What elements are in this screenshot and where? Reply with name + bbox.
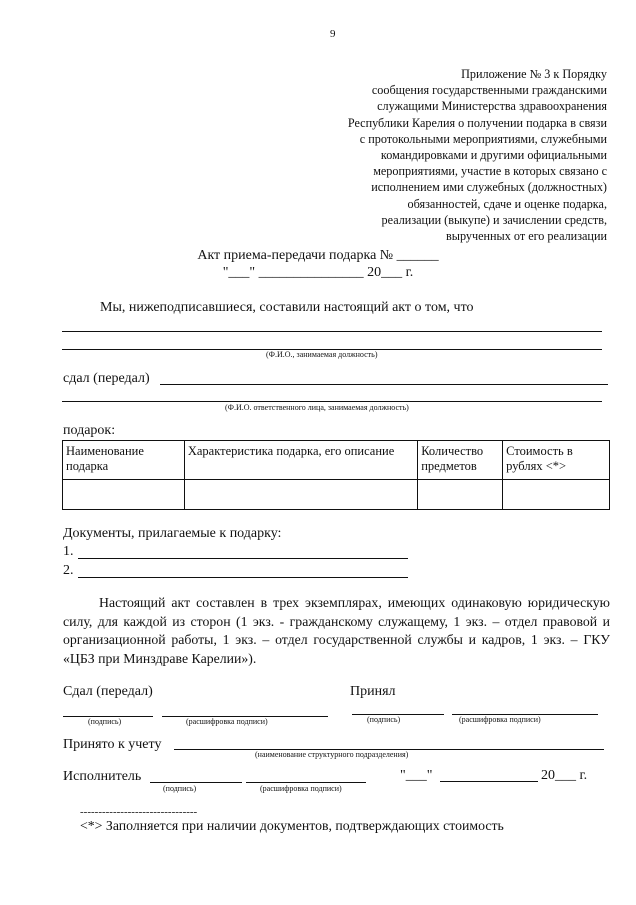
fill-line-document-1[interactable] (78, 558, 408, 559)
appendix-line: Приложение № 3 к Порядку (461, 67, 607, 81)
fill-line-date-month[interactable] (440, 781, 538, 782)
appendix-line: мероприятиями, участие в которых связано с (373, 164, 607, 179)
appendix-line: исполнением ими служебных (должностных) (371, 180, 607, 195)
fill-line-document-2[interactable] (78, 577, 408, 578)
documents-label: Документы, прилагаемые к подарку: (63, 526, 282, 541)
intro-text: Мы, нижеподписавшиеся, составили настоящий акт о том, что (100, 300, 474, 315)
caption-fio-position: (Ф.И.О., занимаемая должность) (266, 350, 378, 359)
appendix-line: вырученных от его реализации (446, 229, 607, 244)
appendix-line: сообщения государственными гражданскими (371, 83, 607, 98)
act-date: "___" _______________ 20___ г. (222, 265, 414, 280)
document-item-number: 1. (63, 544, 74, 559)
footnote-separator: -------------------------------- (80, 806, 198, 818)
date-year: 20___ г. (541, 768, 588, 783)
fill-line-executor-decoding[interactable] (246, 782, 366, 783)
accounted-label: Принято к учету (63, 737, 162, 752)
fill-line-handed[interactable] (160, 384, 608, 385)
table-header-cell: Характеристика подарка, его описание (184, 441, 417, 480)
appendix-header (307, 66, 607, 244)
page-number: 9 (330, 28, 336, 40)
table-row (63, 480, 610, 510)
appendix-line: Республики Карелия о получении подарка в связи (347, 115, 607, 130)
executor-label: Исполнитель (63, 769, 142, 784)
fill-line-participants-1[interactable] (62, 331, 602, 332)
caption-signature-decoding: (расшифровка подписи) (260, 784, 342, 793)
caption-signature: (подпись) (88, 717, 122, 726)
table-header-cell: Наименование подарка (63, 441, 185, 480)
appendix-line: с протокольными мероприятиями, служебными (359, 131, 607, 146)
fill-line-handed-2[interactable] (62, 401, 602, 402)
accepted-signature-label: Принял (350, 684, 396, 699)
handed-label: сдал (передал) (63, 371, 150, 386)
gift-label: подарок: (63, 423, 116, 438)
caption-signature: (подпись) (367, 715, 401, 724)
table-header-cell: Стоимость в рублях <*> (503, 441, 610, 480)
fill-line-executor-signature[interactable] (150, 782, 242, 783)
act-title: Акт приема-передачи подарка № ______ (197, 248, 439, 263)
appendix-line: командировками и другими официальными (380, 148, 607, 163)
table-cell[interactable] (418, 480, 503, 510)
table-cell[interactable] (184, 480, 417, 510)
caption-unit-name: (наименование структурного подразделения) (255, 750, 409, 759)
caption-signature: (подпись) (163, 784, 197, 793)
gift-table (62, 440, 610, 510)
document-item-number: 2. (63, 563, 74, 578)
handed-signature-label: Сдал (передал) (63, 684, 153, 699)
table-cell[interactable] (503, 480, 610, 510)
footnote-text: <*> Заполняется при наличии документов, подтверждающих стоимость (80, 818, 504, 833)
date-day: "___" (400, 768, 433, 783)
appendix-line: реализации (выкупе) и зачислении средств, (381, 212, 607, 227)
copies-paragraph: Настоящий акт составлен в трех экземплярах, имеющих одинаковую юридическую силу, для каждой из сторон (1 экз. - гражданскому служащему, 1 экз. – отдел правовой и организационной работы, 1 экз. – отдел государственной службы и кадров, 1 экз. – ГКУ «ЦБЗ при Минздраве Карелии»). (63, 595, 610, 666)
table-header-row (63, 441, 610, 480)
caption-signature-decoding: (расшифровка подписи) (459, 715, 541, 724)
appendix-line: обязанностей, сдаче и оценке подарка, (407, 196, 607, 211)
caption-fio-responsible: (Ф.И.О. ответственного лица, занимаемая должность) (225, 403, 409, 412)
appendix-line: служащими Министерства здравоохранения (377, 99, 607, 114)
caption-signature-decoding: (расшифровка подписи) (186, 717, 268, 726)
table-header-cell: Количество предметов (418, 441, 503, 480)
table-cell[interactable] (63, 480, 185, 510)
